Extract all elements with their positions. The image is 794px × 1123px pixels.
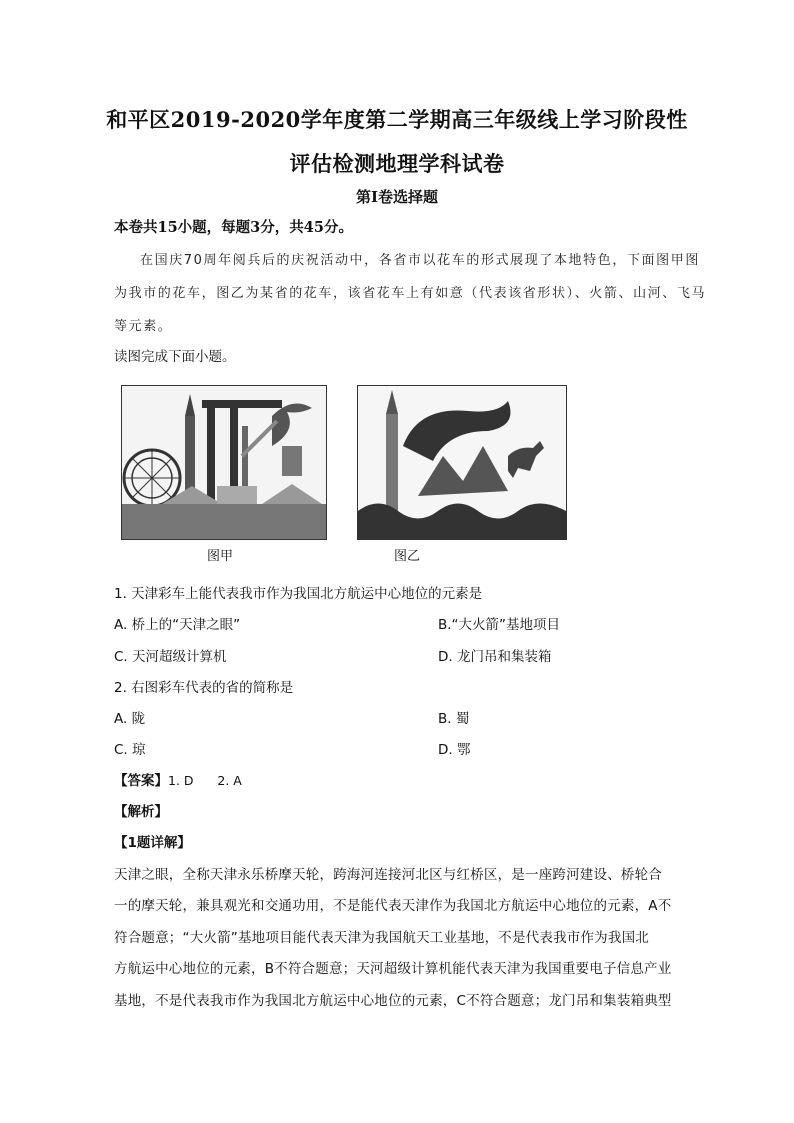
intro-line-1: 在国庆70周年阅兵后的庆祝活动中，各省市以花车的形式展现了本地特色，下面图甲图 <box>140 253 700 268</box>
rocket-graphic <box>386 390 398 514</box>
question-2-option-c: C. 琼 <box>114 742 146 758</box>
question-2-option-b: B. 蜀 <box>438 711 470 727</box>
detail-line-2: 一的摩天轮，兼具观光和交通功用，不是能代表天津作为我国北方航运中心地位的元素，A不 <box>114 898 672 914</box>
float-base-graphic <box>122 504 326 539</box>
question-2-option-d: D. 鄂 <box>438 742 471 758</box>
detail-line-3: 符合题意；“大火箭”基地项目能代表天津为我国航天工业基地，不是代表我市作为我国北 <box>114 930 649 946</box>
tianjin-float-illustration <box>122 386 326 539</box>
section-title: 第I卷选择题 <box>355 188 439 206</box>
analysis-label: 【解析】 <box>114 804 168 820</box>
figure-yi-caption: 图乙 <box>394 549 421 564</box>
detail-label: 【1题详解】 <box>114 835 191 851</box>
detail-line-1: 天津之眼，全称天津永乐桥摩天轮，跨海河连接河北区与红桥区，是一座跨河建设、桥轮合 <box>114 867 662 883</box>
exam-title-line1: 和平区2019-2020学年度第二学期高三年级线上学习阶段性 <box>106 107 688 132</box>
intro-line-2: 为我市的花车，图乙为某省的花车，该省花车上有如意（代表该省形状）、火箭、山河、飞马 <box>114 286 707 301</box>
question-1-option-d: D. 龙门吊和集装箱 <box>438 649 552 665</box>
instructions: 本卷共15小题，每题3分，共45分。 <box>114 219 353 236</box>
question-1-option-a: A. 桥上的“天津之眼” <box>114 617 241 633</box>
answer-label: 【答案】 <box>114 773 168 789</box>
ferris-wheel-graphic <box>124 450 180 506</box>
figure-jia-image <box>121 385 327 540</box>
intro-line-3: 等元素。 <box>114 319 173 334</box>
read-prompt: 读图完成下面小题。 <box>114 349 236 365</box>
province-float-illustration <box>358 386 566 539</box>
answer-row <box>114 769 242 789</box>
question-1-stem: 1. 天津彩车上能代表我市作为我国北方航运中心地位的元素是 <box>114 586 483 602</box>
figure-yi-image <box>357 385 567 540</box>
detail-line-4: 方航运中心地位的元素，B不符合题意；天河超级计算机能代表天津为我国重要电子信息产业 <box>114 961 672 977</box>
question-1-option-c: C. 天河超级计算机 <box>114 649 227 665</box>
question-1-option-b: B.“大火箭”基地项目 <box>438 617 561 633</box>
exam-title-line2: 评估检测地理学科试卷 <box>289 151 505 176</box>
answer-text: 1. D 2. A <box>168 773 242 788</box>
detail-line-5: 基地，不是代表我市作为我国北方航运中心地位的元素，C不符合题意；龙门吊和集装箱典型 <box>114 993 672 1009</box>
wave-base-graphic <box>358 504 566 540</box>
question-2-stem: 2. 右图彩车代表的省的简称是 <box>114 680 294 696</box>
question-2-option-a: A. 陇 <box>114 711 146 727</box>
figure-jia-caption: 图甲 <box>207 549 234 564</box>
